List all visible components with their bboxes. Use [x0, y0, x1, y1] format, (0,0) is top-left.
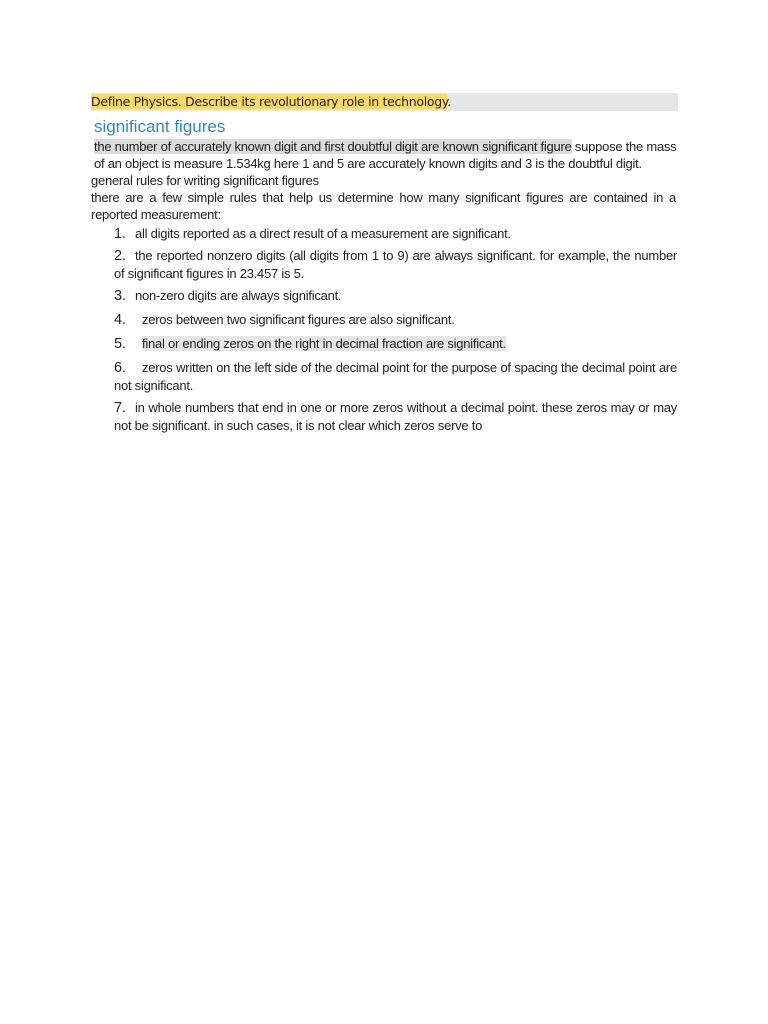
- list-text: zeros between two significant figures are also significant.: [142, 312, 455, 327]
- list-number: 3.: [114, 288, 126, 304]
- list-text: in whole numbers that end in one or more zeros without a decimal point. these zeros may or may not be significant. in such cases, it is not clear which zeros serve to: [114, 400, 677, 433]
- list-item: [114, 335, 677, 353]
- section-heading: significant figures: [94, 117, 226, 136]
- list-item: [114, 311, 677, 329]
- rules-title: general rules for writing significant figures: [91, 173, 319, 188]
- list-number: 5.: [114, 336, 126, 352]
- intro-rest: suppose the mass: [571, 139, 677, 154]
- question-tail: .: [447, 94, 451, 109]
- list-item: [114, 247, 677, 282]
- list-text: the reported nonzero digits (all digits from 1 to 9) are always significant. for example, the number of significant figures in 23.457 is 5.: [114, 248, 677, 281]
- question-highlight: Define Physics. Describe its revolutionary role in technology: [91, 94, 448, 109]
- list-number: 4.: [114, 312, 126, 328]
- question-line: [91, 93, 678, 111]
- list-text: all digits reported as a direct result of a measurement are significant.: [135, 226, 511, 241]
- list-item: [114, 287, 677, 305]
- list-item: [114, 359, 677, 394]
- list-item: [114, 225, 677, 243]
- list-text: zeros written on the left side of the decimal point for the purpose of spacing the decimal point are not significant.: [114, 360, 677, 393]
- list-text: final or ending zeros on the right in decimal fraction are significant.: [142, 336, 506, 351]
- list-number: 7.: [114, 400, 126, 416]
- intro-line-1: [91, 138, 679, 155]
- list-text: non-zero digits are always significant.: [135, 288, 342, 303]
- list-item: [114, 399, 677, 434]
- list-number: 6.: [114, 360, 126, 376]
- list-number: 1.: [114, 226, 126, 242]
- rules-intro: there are a few simple rules that help us determine how many significant figures are contained in a reported measurement:: [91, 190, 676, 222]
- list-number: 2.: [114, 248, 126, 264]
- intro-highlight: the number of accurately known digit and first doubtful digit are known significant figure: [94, 139, 572, 154]
- intro-line-2: of an object is measure 1.534kg here 1 and 5 are accurately known digits and 3 is the doubtful digit.: [94, 156, 642, 171]
- intro-paragraph: [91, 138, 679, 172]
